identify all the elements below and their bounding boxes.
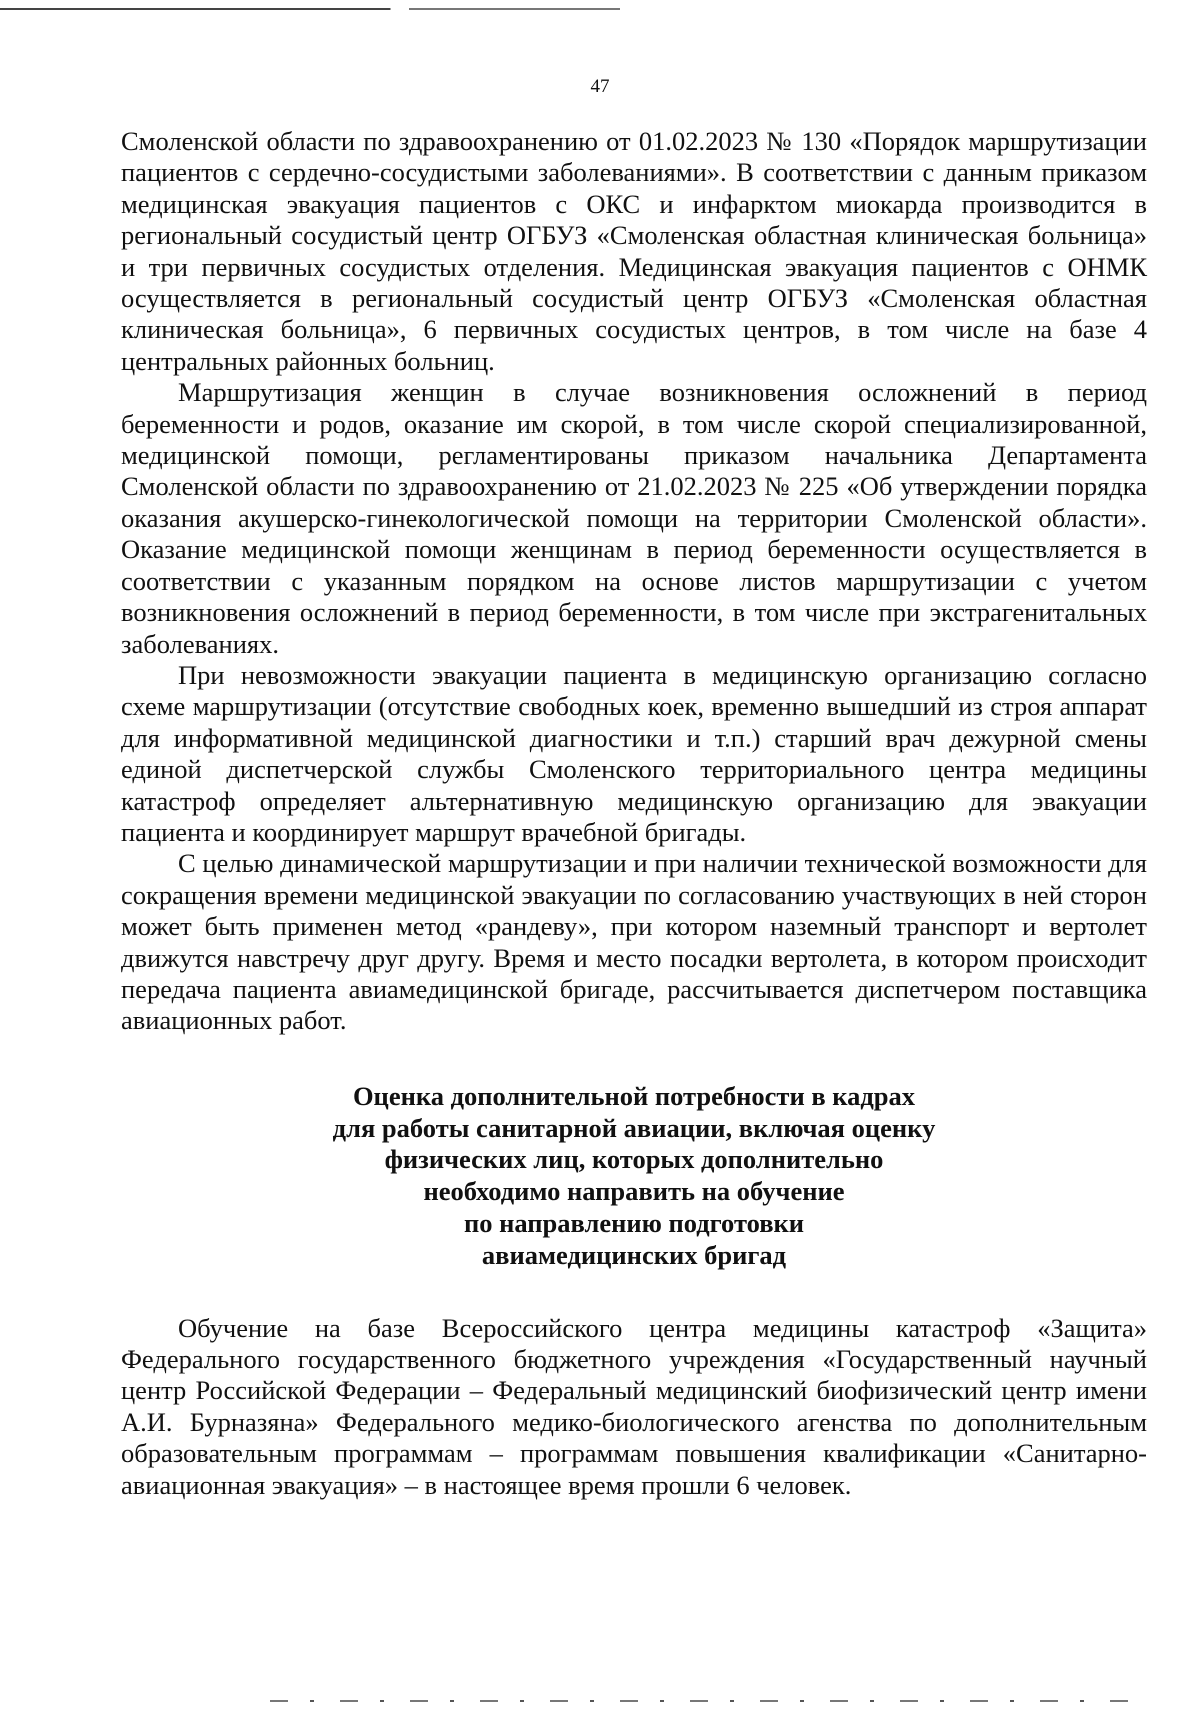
heading-line: физических лиц, которых дополнительно (384, 1144, 884, 1175)
document-body (121, 126, 1147, 1501)
page-number: 47 (590, 76, 610, 97)
scan-artifact-top (0, 8, 620, 10)
heading-line: необходимо направить на обучение (423, 1176, 845, 1207)
heading-line: по направлению подготовки (463, 1207, 805, 1238)
scan-artifact-bottom (270, 1700, 1150, 1702)
paragraph-routing-women: Маршрутизация женщин в случае возникновения осложнений в период беременности и родов, оказание им скорой, в том числе скорой специализированной, медицинской помощи, регламентированы приказом начальника Департамента Смоленской области по здравоохранению от 21.02.2023 № 225 «Об утверждении порядка оказания акушерско-гинекологической помощи на территории Смоленской области». Оказание медицинской помощи женщинам в период беременности осуществляется в соответствии с указанным порядком на основе листов маршрутизации с учетом возникновения осложнений в период беременности, в том числе при экстрагенитальных заболеваниях. (121, 377, 1147, 659)
paragraph-training: Обучение на базе Всероссийского центра медицины катастроф «Защита» Федерального государственного бюджетного учреждения «Государственный научный центр Российской Федерации – Федеральный медицинский биофизический центр имени А.И. Бурназяна» Федерального медико-биологического агенства по дополнительным образовательным программам – программам повышения квалификации «Санитарно-авиационная эвакуация» – в настоящее время прошли 6 человек. (121, 1312, 1147, 1500)
heading-line: для работы санитарной авиации, включая оценку (332, 1112, 936, 1143)
heading-line: авиамедицинских бригад (481, 1239, 787, 1270)
heading-line: Оценка дополнительной потребности в кадрах (352, 1080, 916, 1111)
paragraph-rendezvous-method: С целью динамической маршрутизации и при наличии технической возможности для сокращения времени медицинской эвакуации по согласованию участвующих в ней сторон может быть применен метод «рандеву», при котором наземный транспорт и вертолет движутся навстречу друг другу. Время и место посадки вертолета, в котором происходит передача пациента авиамедицинской бригаде, рассчитывается диспетчером поставщика авиационных работ. (121, 848, 1147, 1036)
paragraph-alternative-organization: При невозможности эвакуации пациента в медицинскую организацию согласно схеме маршрутизации (отсутствие свободных коек, временно вышедший из строя аппарат для информативной медицинской диагностики и т.п.) старший врач дежурной смены единой диспетчерской службы Смоленского территориального центра медицины катастроф определяет альтернативную медицинскую организацию для эвакуации пациента и координирует маршрут врачебной бригады. (121, 659, 1147, 847)
paragraph-continuation: Смоленской области по здравоохранению от 01.02.2023 № 130 «Порядок маршрутизации пациентов с сердечно-сосудистыми заболеваниями». В соответствии с данным приказом медицинская эвакуация пациентов с ОКС и инфарктом миокарда производится в региональный сосудистый центр ОГБУЗ «Смоленская областная клиническая больница» и три первичных сосудистых отделения. Медицинская эвакуация пациентов с ОНМК осуществляется в региональный сосудистый центр ОГБУЗ «Смоленская областная клиническая больница», 6 первичных сосудистых центров, в том числе на базе 4 центральных районных больниц. (121, 126, 1147, 376)
section-heading (121, 1081, 1147, 1272)
